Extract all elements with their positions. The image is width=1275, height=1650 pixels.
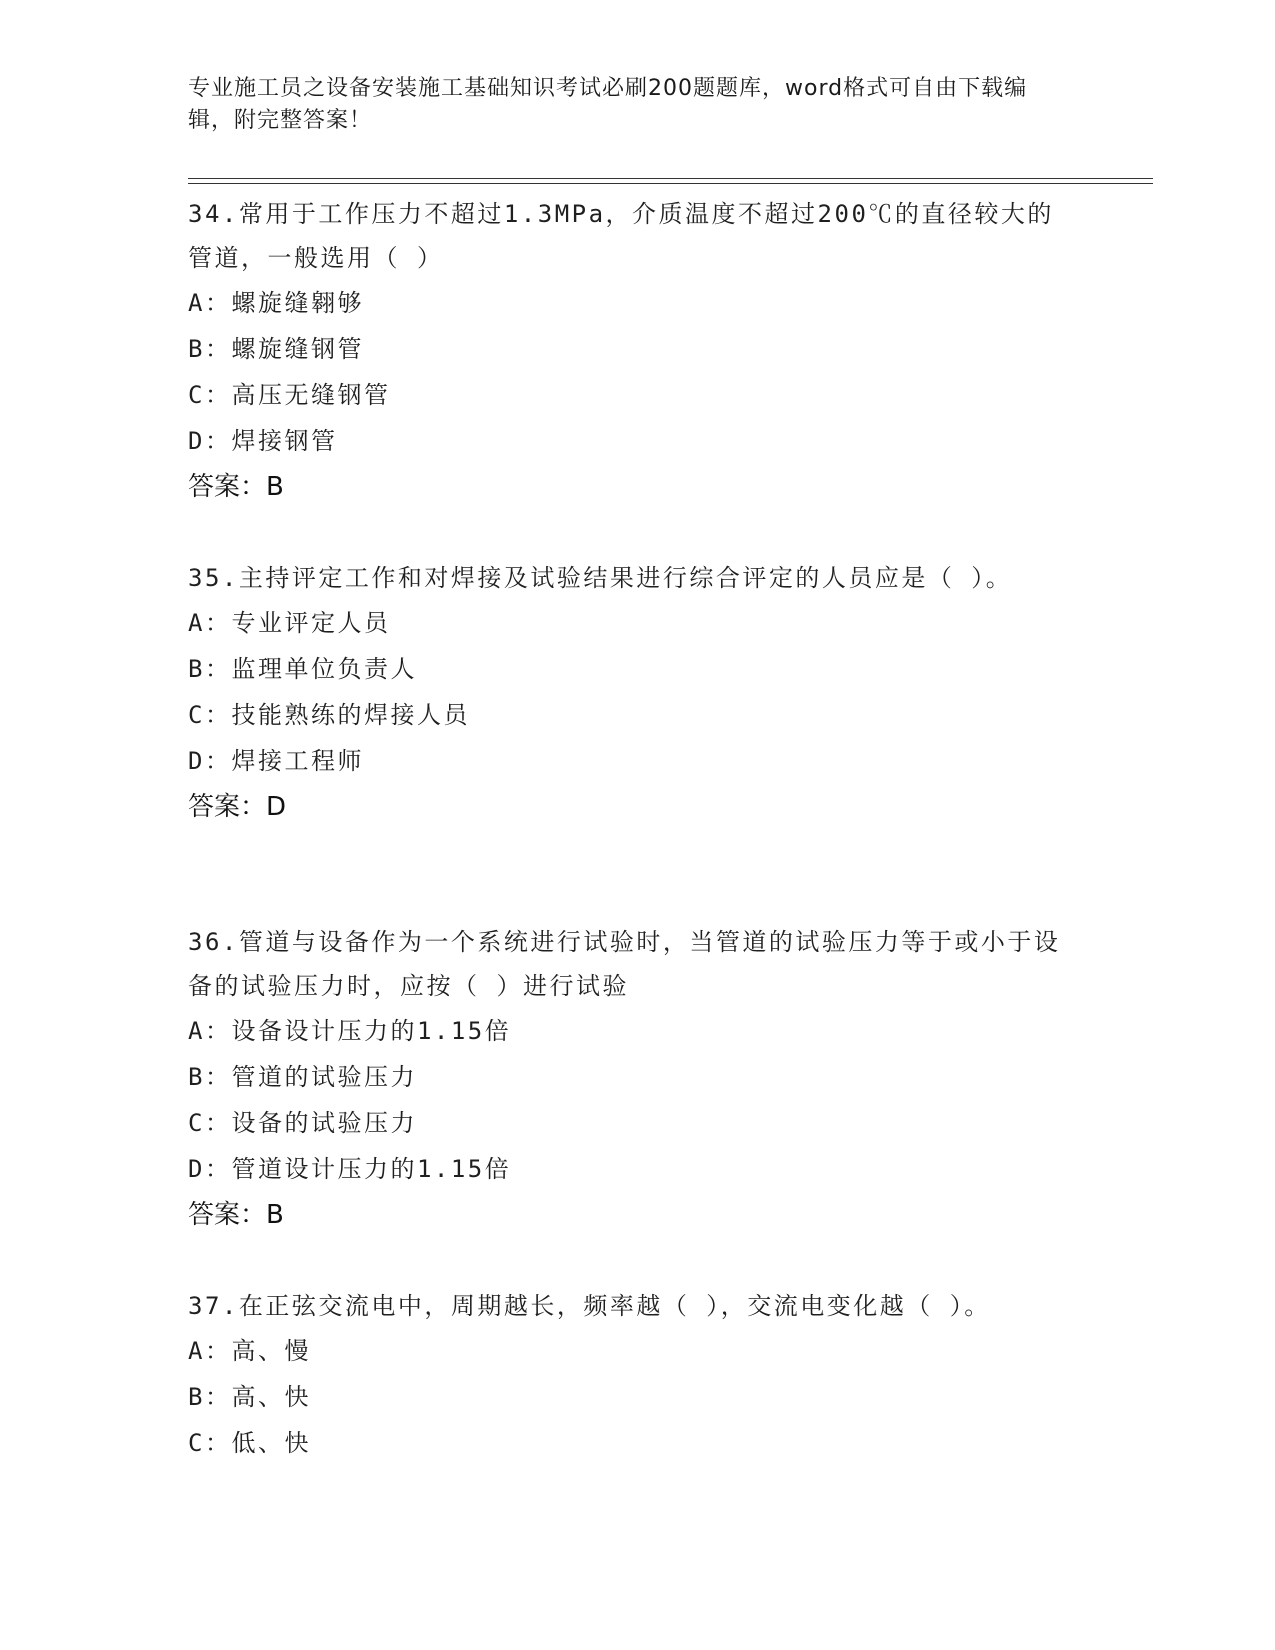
question-stem: 35.主持评定工作和对焊接及试验结果进行综合评定的人员应是（ ）。	[188, 564, 1013, 592]
option-d: D：管道设计压力的1.15倍	[188, 1155, 512, 1183]
option-a: A：设备设计压力的1.15倍	[188, 1017, 512, 1045]
question-36	[188, 916, 1068, 1238]
question-stem: 36.管道与设备作为一个系统进行试验时，当管道的试验压力等于或小于设备的试验压力时，应按（ ）进行试验	[188, 928, 1061, 1000]
option-a: A：高、慢	[188, 1337, 311, 1365]
option-c: C：低、快	[188, 1429, 311, 1457]
option-c: C：高压无缝钢管	[188, 381, 391, 409]
option-b: B：高、快	[188, 1383, 311, 1411]
header-rule-bottom	[188, 183, 1153, 184]
question-34	[188, 188, 1068, 510]
question-37	[188, 1280, 1068, 1466]
document-header: 专业施工员之设备安装施工基础知识考试必刷200题题库，word格式可自由下载编辑，附完整答案！	[188, 76, 1028, 133]
answer-line: 答案：B	[188, 472, 284, 502]
question-stem: 37.在正弦交流电中，周期越长，频率越（ ），交流电变化越（ ）。	[188, 1292, 991, 1320]
question-35	[188, 552, 1068, 830]
question-stem: 34.常用于工作压力不超过1.3MPa，介质温度不超过200℃的直径较大的管道，一般选用（ ）	[188, 200, 1054, 272]
option-a: A：螺旋缝翱够	[188, 289, 364, 317]
option-c: C：设备的试验压力	[188, 1109, 417, 1137]
option-a: A：专业评定人员	[188, 609, 391, 637]
answer-line: 答案：D	[188, 792, 287, 822]
option-b: B：螺旋缝钢管	[188, 335, 364, 363]
option-d: D：焊接钢管	[188, 427, 338, 455]
option-d: D：焊接工程师	[188, 747, 364, 775]
header-rule-top	[188, 178, 1153, 179]
option-b: B：管道的试验压力	[188, 1063, 417, 1091]
option-c: C：技能熟练的焊接人员	[188, 701, 470, 729]
option-b: B：监理单位负责人	[188, 655, 417, 683]
answer-line: 答案：B	[188, 1200, 284, 1230]
